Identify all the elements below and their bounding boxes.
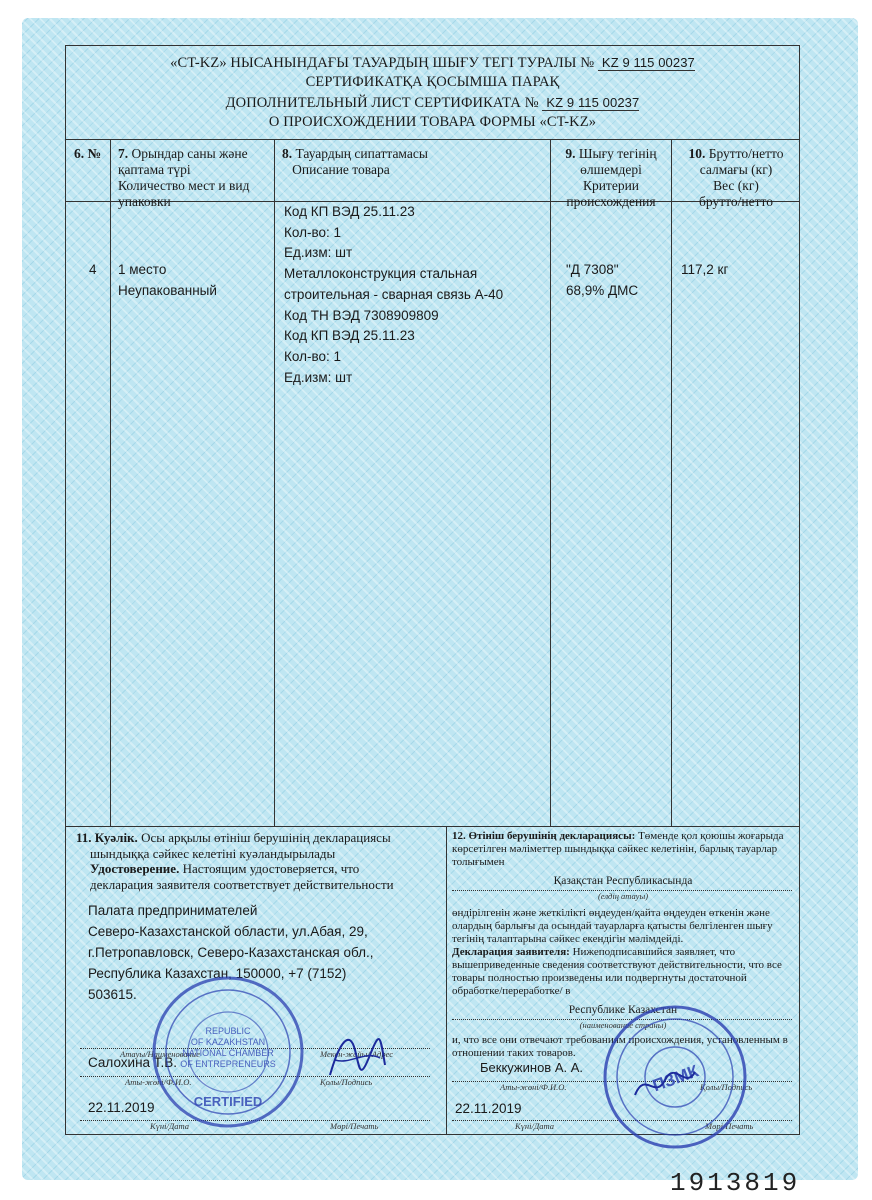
col-header-7: 7. Орындар саны және қаптама түрі Количество мест и вид упаковки xyxy=(118,146,250,209)
seal-caption: Мөрі/Печать xyxy=(330,1121,379,1131)
description-line: Кол-во: 1 xyxy=(284,224,341,240)
stamp-text: OF ENTREPRENEURS xyxy=(180,1059,276,1069)
date-caption: Күні/Дата xyxy=(150,1121,189,1131)
col-divider-9-10 xyxy=(671,140,672,826)
row-quantity xyxy=(118,260,217,301)
issuer-line: Палата предпринимателей xyxy=(88,903,258,918)
declaration-line: отношении таких товаров. xyxy=(452,1047,576,1059)
issuer-line: 503615. xyxy=(88,987,137,1002)
applicant-signer: Беккужинов А. А. xyxy=(480,1060,583,1075)
row-number: 4 xyxy=(89,262,97,277)
declaration-line: товары полностью произведены или подвергнуты достаточной xyxy=(452,972,747,984)
header-title-ru: ДОПОЛНИТЕЛЬНЫЙ ЛИСТ СЕРТИФИКАТА № xyxy=(225,95,539,111)
declaration-line: өндірілгенін және жеткілікті өңдеуден/қайта өңдеуден өткенін және xyxy=(452,907,770,919)
declaration-line: и, что все они отвечают требованиям происхождения, установленным в xyxy=(452,1034,788,1046)
place-count: 1 место xyxy=(118,262,167,277)
header-line-1 xyxy=(65,55,800,72)
chamber-stamp-icon xyxy=(148,972,308,1132)
stamp-certified-text: CERTIFIED xyxy=(193,1094,263,1109)
row-description xyxy=(284,202,546,388)
packaging-type: Неупакованный xyxy=(118,282,217,298)
col-header-6: 6. № xyxy=(74,146,102,161)
declaration-line: обработке/переработке/ в xyxy=(452,985,571,997)
applicant-sign-caption: Қолы/Подпись xyxy=(700,1082,753,1092)
description-line: Код КП ВЭД 25.11.23 xyxy=(284,328,415,344)
col-divider-8-9 xyxy=(550,140,551,826)
section-11-heading: 11. Куәлік. Осы арқылы өтініш берушінің декларациясы шындыққа сәйкес келетіні куәландырылады Удостоверение. Настоящим удостоверяется, что декларация заявителя соответствует действительности xyxy=(76,830,394,892)
header-title-kz: «CT-KZ» НЫСАНЫНДАҒЫ ТАУАРДЫҢ ШЫҒУ ТЕГІ ТУРАЛЫ № xyxy=(170,55,595,71)
issuer-signature-icon xyxy=(320,1020,390,1090)
declaration-ru-title: Декларация заявителя: Нижеподписавшийся заявляет, что xyxy=(452,946,736,958)
issuer-signer: Салохина Т.В. xyxy=(88,1055,178,1070)
col-header-8: 8. Тауардың сипаттамасы Описание товара xyxy=(282,146,428,177)
description-line: Кол-во: 1 xyxy=(284,348,341,364)
stamp-text: OF KAZAKHSTAN xyxy=(190,1037,266,1047)
description-line: Код ТН ВЭД 7308909809 xyxy=(284,307,439,323)
declaration-line: олардың барлығы да осындай тауарларға қатысты белгіленген шығу xyxy=(452,920,773,932)
certificate-number-kz: KZ 9 115 00237 xyxy=(598,55,695,71)
applicant-fio-caption: Аты-жөні/Ф.И.О. xyxy=(500,1082,567,1092)
description-line: Ед.изм: шт xyxy=(284,369,353,385)
applicant-seal-caption: Мөрі/Печать xyxy=(705,1121,754,1131)
page-number: 1913819 xyxy=(670,1168,801,1198)
declaration-line: тегінің талаптарына сәйкес екендігін мәлімдейді. xyxy=(452,933,684,945)
description-line: Металлоконструкция стальная xyxy=(284,266,478,282)
issuer-line: г.Петропавловск, Северо-Казахстанская обл., xyxy=(88,945,374,960)
name-caption: Атауы/Наименование xyxy=(120,1049,200,1059)
declaration-kz xyxy=(452,907,794,998)
col-header-9: 9. Шығу тегінің өлшемдері Критерии происхождения xyxy=(565,146,657,209)
applicant-date-caption: Күні/Дата xyxy=(515,1121,554,1131)
stamp-text: REPUBLIC xyxy=(205,1026,251,1036)
col-header-10: 10. Брутто/нетто салмағы (кг) Вес (кг) брутто/нетто xyxy=(688,146,784,209)
row-weight: 117,2 кг xyxy=(681,262,729,277)
description-line: строительная - сварная связь А-40 xyxy=(284,286,504,302)
issuer-line: Республика Казахстан, 150000, +7 (7152) xyxy=(88,966,347,981)
country-caption-kz: (елдің атауы) xyxy=(597,891,649,901)
issuer-line: Северо-Казахстанской области, ул.Абая, 29, xyxy=(88,924,368,939)
table-bottom-divider xyxy=(65,826,800,827)
section-divider-11-12 xyxy=(446,826,447,1135)
criteria-percent: 68,9% ДМС xyxy=(566,282,639,298)
origin-country-ru: Республике Казахстан xyxy=(568,1004,678,1016)
col-divider-7-8 xyxy=(274,140,275,826)
header-line-2: СЕРТИФИКАТҚА ҚОСЫМША ПАРАҚ xyxy=(305,74,560,90)
applicant-signature-icon xyxy=(630,1060,700,1110)
certificate-number-ru: KZ 9 115 00237 xyxy=(542,95,639,111)
description-line: Ед.изм: шт xyxy=(284,245,353,261)
description-line: Код КП ВЭД 25.11.23 xyxy=(284,204,415,219)
row-criteria xyxy=(566,260,638,301)
company-stamp-text: ПЗМК xyxy=(649,1061,702,1096)
header-line-3 xyxy=(65,95,800,112)
origin-country-kz: Қазақстан Республикасында xyxy=(553,875,693,887)
col-divider-6-7 xyxy=(110,140,111,826)
header-line-4: О ПРОИСХОЖДЕНИИ ТОВАРА ФОРМЫ «CT-KZ» xyxy=(268,114,597,130)
stamp-text: NATIONAL CHAMBER xyxy=(182,1048,274,1058)
fio-caption: Аты-жөні/Ф.И.О. xyxy=(125,1077,192,1087)
form-header xyxy=(65,45,800,140)
criteria-code: "Д 7308" xyxy=(566,262,619,277)
sign-caption: Қолы/Подпись xyxy=(320,1077,373,1087)
address-caption: Мекен-жайы/ Адрес xyxy=(320,1049,394,1059)
declaration-line: вышеприведенные сведения соответствуют действительности, что все xyxy=(452,959,782,971)
issuer-date: 22.11.2019 xyxy=(88,1100,155,1115)
country-caption-ru: (наименование страны) xyxy=(579,1020,667,1030)
applicant-date: 22.11.2019 xyxy=(455,1101,522,1116)
section-12-heading: 12. Өтініш берушінің декларациясы: Төменде қол қоюшы жоғарыда көрсетілген мәліметтер шындыққа сәйкес келетінін, барлық тауарлар толығымен xyxy=(452,830,784,868)
